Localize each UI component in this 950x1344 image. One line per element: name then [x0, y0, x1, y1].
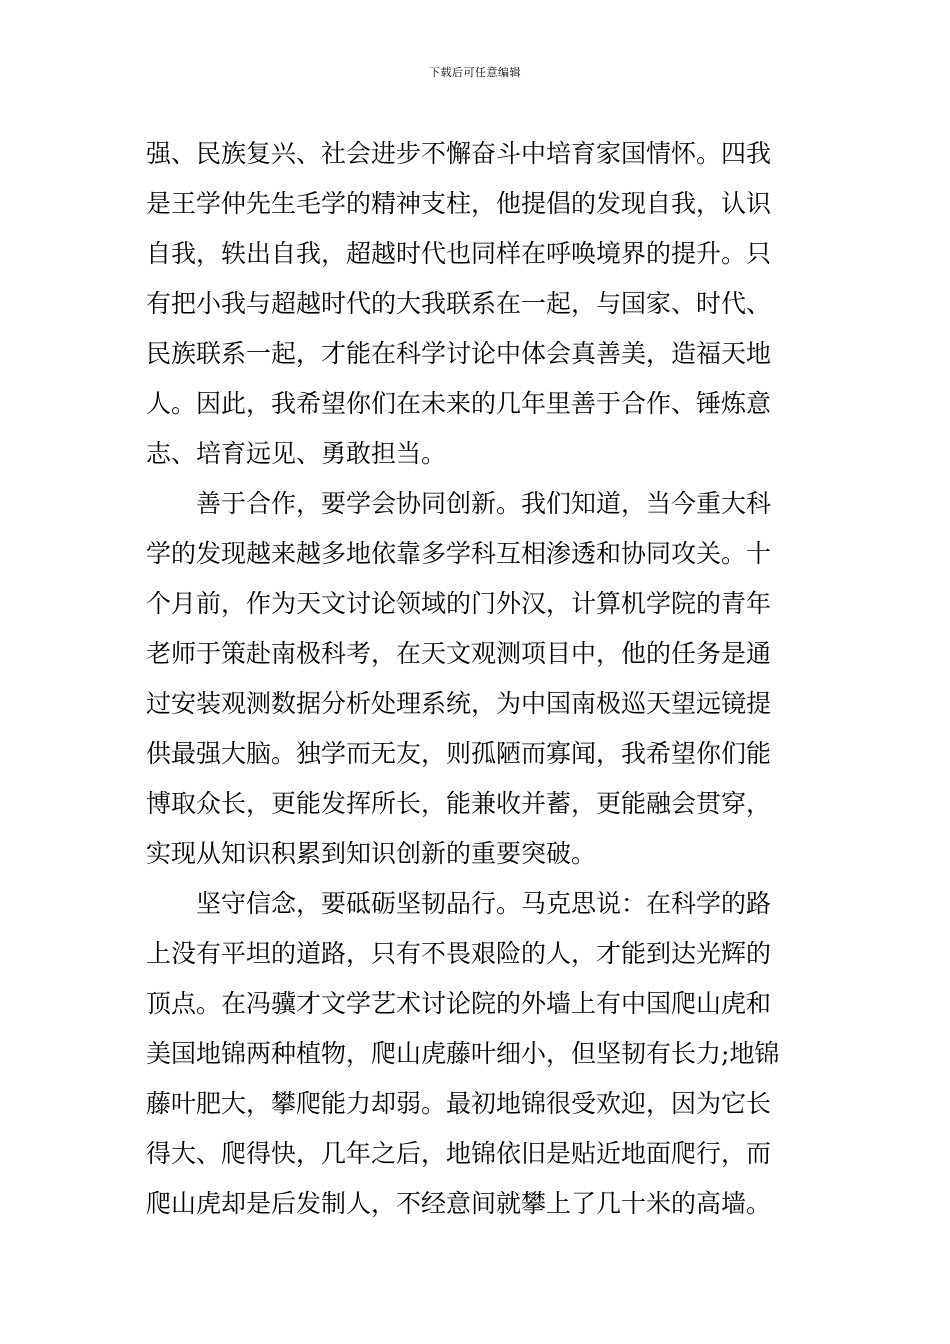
text-line: 自我，轶出自我，超越时代也同样在呼唤境界的提升。只	[146, 239, 772, 268]
text-line: 顶点。在冯骥才文学艺术讨论院的外墙上有中国爬山虎和	[146, 989, 772, 1018]
document-body	[146, 129, 808, 1229]
paragraph-first-line: 坚守信念，要砥砺坚韧品行。马克思说：在科学的路	[196, 889, 772, 918]
text-line: 强、民族复兴、社会进步不懈奋斗中培育家国情怀。四我	[146, 139, 772, 168]
text-line: 学的发现越来越多地依靠多学科互相渗透和协同攻关。十	[146, 539, 772, 568]
paragraph-first-line: 善于合作，要学会协同创新。我们知道，当今重大科	[196, 489, 772, 518]
text-line: 供最强大脑。独学而无友，则孤陋而寡闻，我希望你们能	[146, 739, 772, 768]
text-line: 藤叶肥大，攀爬能力却弱。最初地锦很受欢迎，因为它长	[146, 1089, 772, 1118]
text-line: 人。因此，我希望你们在未来的几年里善于合作、锤炼意	[146, 389, 772, 418]
text-line: 志、培育远见、勇敢担当。	[146, 439, 447, 468]
page-header: 下载后可任意编辑	[429, 66, 521, 79]
text-line: 上没有平坦的道路，只有不畏艰险的人，才能到达光辉的	[146, 939, 772, 968]
text-line: 美国地锦两种植物，爬山虎藤叶细小，但坚韧有长力;地锦	[146, 1039, 780, 1068]
text-line: 老师于策赴南极科考，在天文观测项目中，他的任务是通	[146, 639, 772, 668]
text-line: 实现从知识积累到知识创新的重要突破。	[146, 839, 597, 868]
text-line: 有把小我与超越时代的大我联系在一起，与国家、时代、	[146, 289, 772, 318]
text-line: 博取众长，更能发挥所长，能兼收并蓄，更能融会贯穿，	[146, 789, 772, 818]
text-line: 是王学仲先生毛学的精神支柱，他提倡的发现自我，认识	[146, 189, 772, 218]
text-line: 过安装观测数据分析处理系统，为中国南极巡天望远镜提	[146, 689, 772, 718]
text-line: 得大、爬得快，几年之后，地锦依旧是贴近地面爬行，而	[146, 1139, 772, 1168]
text-line: 民族联系一起，才能在科学讨论中体会真善美，造福天地	[146, 339, 772, 368]
text-line: 爬山虎却是后发制人，不经意间就攀上了几十米的高墙。	[146, 1189, 772, 1218]
text-line: 个月前，作为天文讨论领域的门外汉，计算机学院的青年	[146, 589, 772, 618]
